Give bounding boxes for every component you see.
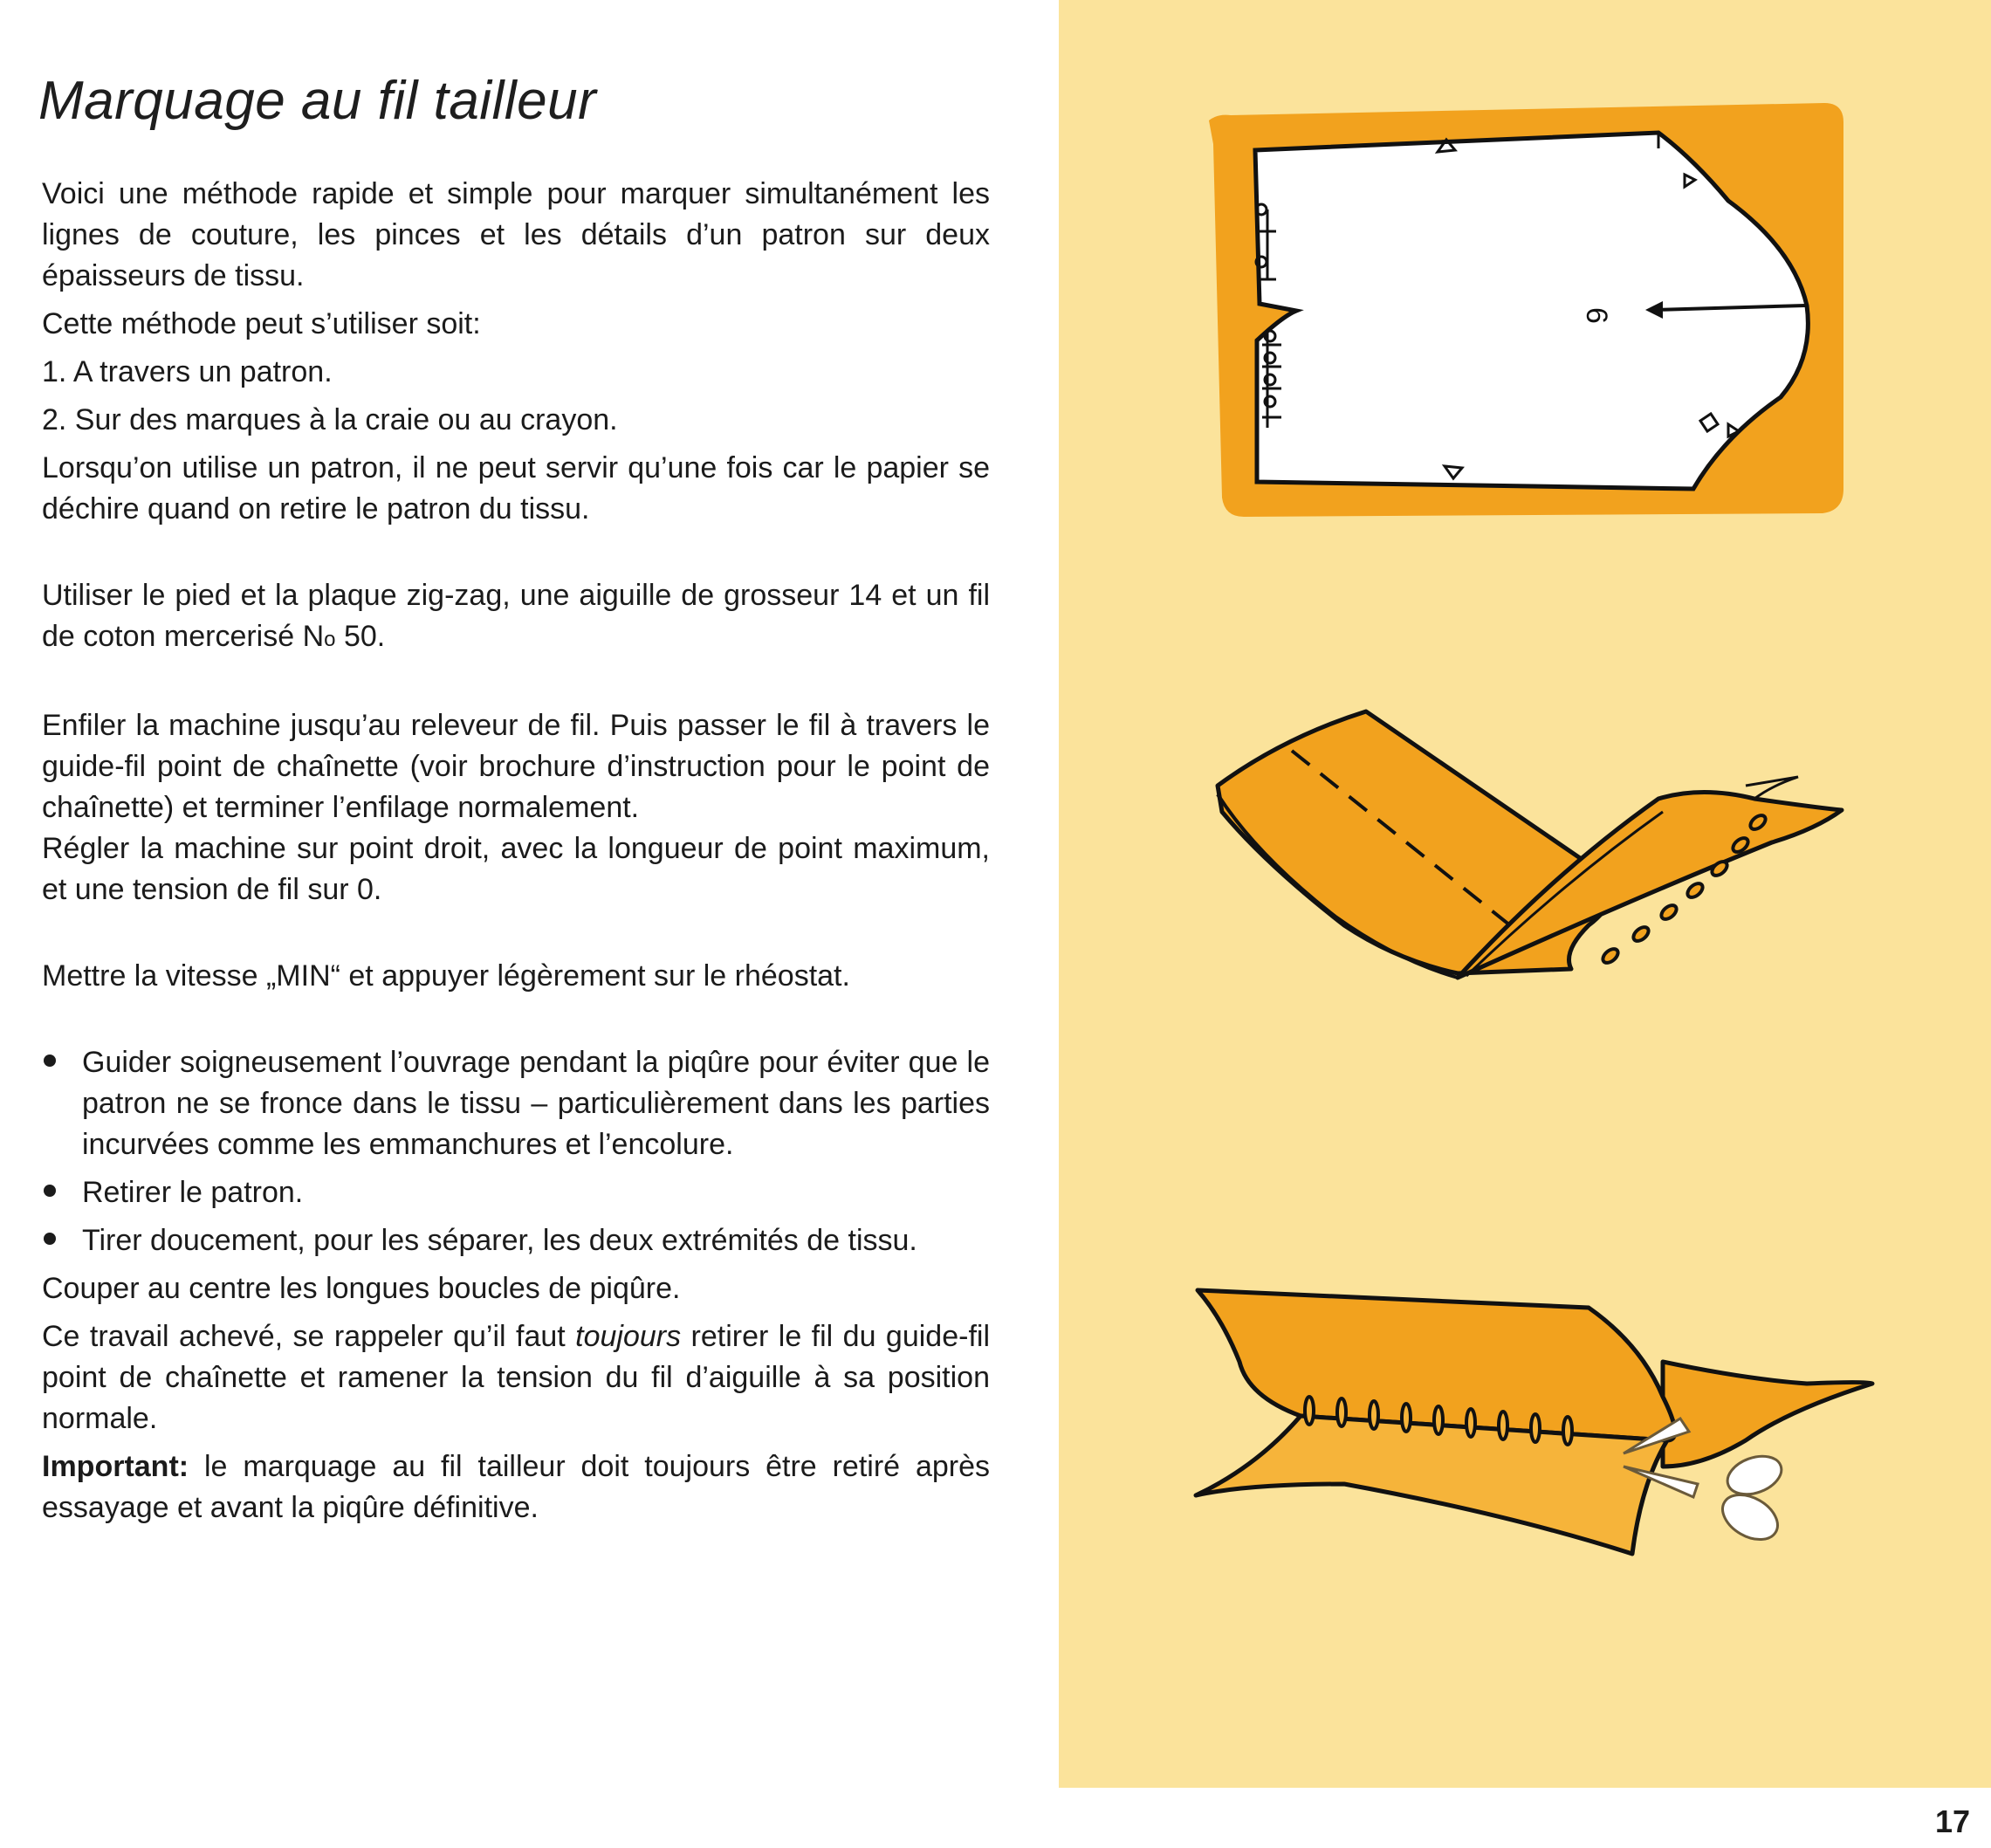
threading-paragraph: Enfiler la machine jusqu’au releveur de fil. Puis passer le fil à travers le guide-fil point de chaînette (voir brochure d’instruction pour le point de chaînette) et terminer l’enfilage normalement. — [42, 709, 990, 824]
reminder-paragraph: Ce travail achevé, se rappeler qu’il faut toujours retirer le fil du guide-fil point de chaînette et ramener la tension du fil d’aiguille à sa position normale. — [42, 1320, 990, 1435]
pattern-note: Lorsqu’on utilise un patron, il ne peut servir qu’une fois car le papier se déchire quand on retire le patron du tissu. — [42, 451, 990, 526]
folded-fabric-illustration — [1218, 711, 1842, 978]
list-item: Guider soigneusement l’ouvrage pendant la piqûre pour éviter que le patron ne se fronce dans le tissu – particulièrement dans les parties incurvées comme les emmanchures et l’encolure. — [38, 1042, 990, 1165]
pattern-illustration — [1209, 103, 1843, 517]
setting-paragraph: Régler la machine sur point droit, avec la longueur de point maximum, et une tension de fil sur 0. — [42, 832, 990, 906]
page-title: Marquage au fil tailleur — [38, 71, 597, 131]
list-item: Retirer le patron. — [38, 1172, 990, 1213]
page-number: 17 — [1934, 1803, 1970, 1839]
method-intro: Cette méthode peut s’utiliser soit: — [42, 307, 481, 340]
important-paragraph: Important: le marquage au fil tailleur doit toujours être retiré après essayage et avant la piqûre définitive. — [42, 1450, 990, 1524]
intro-paragraph: Voici une méthode rapide et simple pour marquer simultanément les lignes de couture, les pinces et les détails d’un patron sur deux épaisseurs de tissu. — [42, 177, 990, 292]
thread-end — [1746, 777, 1798, 799]
foot-needle-paragraph: Utiliser le pied et la plaque zig-zag, une aiguille de grosseur 14 et un fil de coton mercerisé No 50. — [42, 579, 990, 653]
cut-paragraph: Couper au centre les longues boucles de piqûre. — [42, 1272, 681, 1305]
list-item: Tirer doucement, pour les séparer, les deux extrémités de tissu. — [38, 1220, 990, 1261]
speed-paragraph: Mettre la vitesse „MIN“ et appuyer légèrement sur le rhéostat. — [42, 959, 850, 993]
pattern-piece-number: 6 — [1580, 307, 1613, 324]
fabric-back-layer — [1663, 1362, 1872, 1467]
important-label: Important: — [42, 1450, 189, 1483]
separated-fabric-illustration — [1196, 1290, 1872, 1554]
method-step-2: 2. Sur des marques à la craie ou au crayon. — [42, 403, 618, 436]
fabric-lower-layer — [1196, 1416, 1667, 1554]
method-step-1: 1. A travers un patron. — [42, 355, 333, 388]
